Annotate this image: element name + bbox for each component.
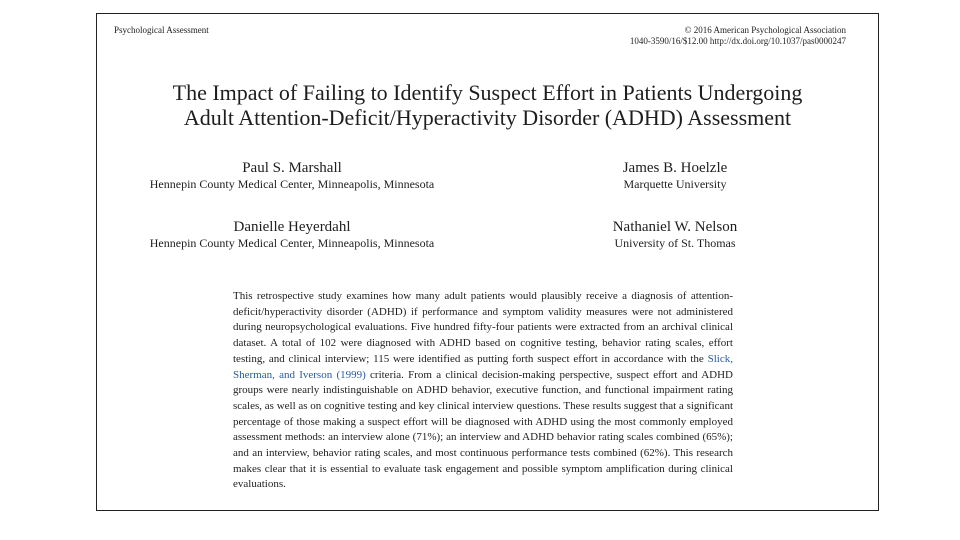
author-name: Nathaniel W. Nelson bbox=[612, 219, 738, 235]
author-block-1 bbox=[127, 159, 457, 192]
author-affiliation: Marquette University bbox=[623, 177, 727, 191]
author-affiliation: Hennepin County Medical Center, Minneapolis, Minnesota bbox=[149, 236, 435, 250]
paper-page bbox=[96, 13, 879, 511]
doi-link[interactable]: http://dx.doi.org/10.1037/pas0000247 bbox=[709, 36, 846, 46]
title-line-1: The Impact of Failing to Identify Suspect Effort in Patients Undergoing bbox=[172, 80, 803, 105]
copyright-line: © 2016 American Psychological Association bbox=[684, 25, 846, 35]
paper-title bbox=[97, 80, 878, 130]
issn-doi-line bbox=[630, 36, 846, 47]
author-affiliation: University of St. Thomas bbox=[614, 236, 736, 250]
author-block-2 bbox=[595, 159, 755, 192]
title-line-2: Adult Attention-Deficit/Hyperactivity Disorder (ADHD) Assessment bbox=[183, 105, 792, 130]
journal-name: Psychological Assessment bbox=[114, 25, 209, 35]
author-name: James B. Hoelzle bbox=[622, 160, 728, 176]
author-block-4 bbox=[585, 218, 765, 251]
abstract-text-before: This retrospective study examines how many adult patients would plausibly receive a diagnosis of attention-deficit/hyperactivity disorder (ADHD) if performance and symptom validity measures were not administered during neuropsychological evaluations. Five hundred fifty-four patients were extracted from an archival clinical dataset. A total of 102 were diagnosed with ADHD based on cognitive testing, behavior rating scales, effort testing, and clinical interview; 115 were identified as putting forth suspect effort in accordance with the bbox=[233, 290, 733, 365]
issn-text: 1040-3590/16/$12.00 bbox=[629, 36, 708, 46]
abstract-text-after: criteria. From a clinical decision-making perspective, suspect effort and ADHD groups were nearly indistinguishable on ADHD behavior, executive function, and functional impairment rating scales, as well as on cognitive testing and key clinical interview questions. These results suggest that a significant percentage of those making a suspect effort will be diagnosed with ADHD using the most commonly employed assessment methods: an interview alone (71%); an interview and ADHD behavior rating scales combined (65%); and an interview, behavior rating scales, and most continuous performance tests combined (62%). This research makes clear that it is essential to evaluate task engagement and possible symptom amplification during clinical evaluations. bbox=[233, 368, 733, 491]
abstract bbox=[233, 289, 733, 493]
author-block-3 bbox=[127, 218, 457, 251]
copyright-block bbox=[630, 25, 846, 47]
citation-link[interactable]: Slick, Sherman, and Iverson (1999) bbox=[233, 352, 733, 381]
author-name: Paul S. Marshall bbox=[242, 160, 342, 176]
author-affiliation: Hennepin County Medical Center, Minneapolis, Minnesota bbox=[149, 177, 435, 191]
author-name: Danielle Heyerdahl bbox=[233, 219, 351, 235]
